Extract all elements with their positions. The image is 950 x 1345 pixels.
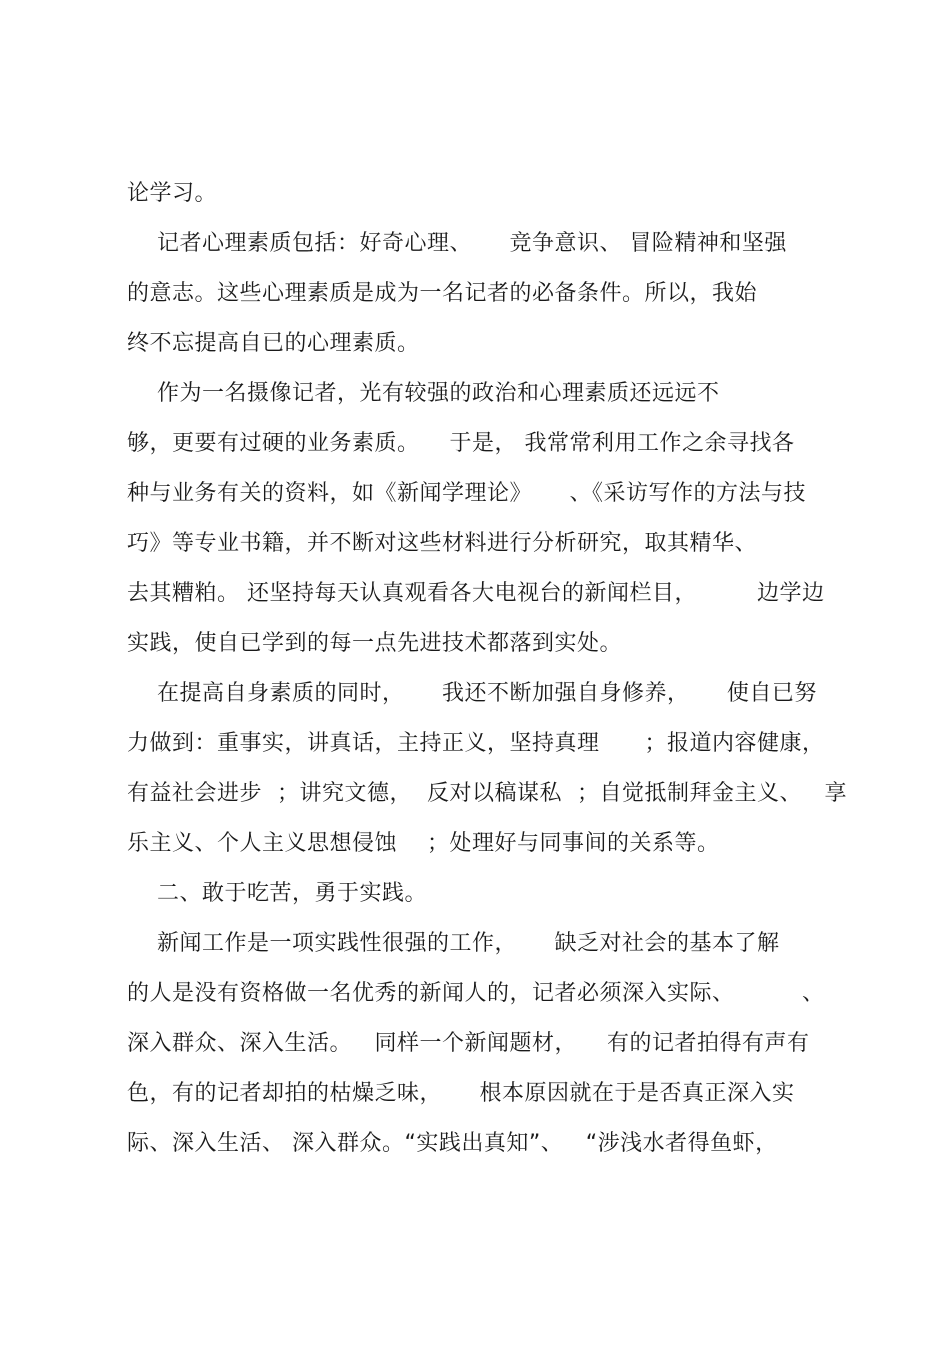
- text-line: 去其糟粕。 还坚持每天认真观看各大电视台的新闻栏目， 边学边: [127, 581, 825, 606]
- text-line: 色，有的记者却拍的枯燥乏味， 根本原因就在于是否真正深入实: [127, 1081, 795, 1106]
- text-line: 有益社会进步 ；讲究文德， 反对以稿谋私 ；自觉抵制拜金主义、 享: [127, 781, 847, 806]
- text-line: 作为一名摄像记者，光有较强的政治和心理素质还远远不: [127, 381, 720, 406]
- text-line: 在提高自身素质的同时， 我还不断加强自身修养， 使自已努: [127, 681, 817, 706]
- text-line: 论学习。: [127, 181, 218, 206]
- text-line: 际、深入生活、 深入群众。“实践出真知”、 “涉浅水者得鱼虾，: [127, 1131, 778, 1156]
- text-line: 新闻工作是一项实践性很强的工作， 缺乏对社会的基本了解: [127, 931, 780, 956]
- text-line: 巧》等专业书籍，并不断对这些材料进行分析研究，取其精华、: [127, 531, 758, 556]
- text-line: 终不忘提高自已的心理素质。: [127, 331, 420, 356]
- text-line: 的人是没有资格做一名优秀的新闻人的，记者必须深入实际、 、: [127, 981, 825, 1006]
- text-line: 记者心理素质包括：好奇心理、 竞争意识、 冒险精神和坚强: [127, 231, 787, 256]
- text-line: 乐主义、个人主义思想侵蚀 ；处理好与同事间的关系等。: [127, 831, 720, 856]
- text-line: 的意志。这些心理素质是成为一名记者的必备条件。所以，我始: [127, 281, 758, 306]
- text-line: 深入群众、深入生活。 同样一个新闻题材， 有的记者拍得有声有: [127, 1031, 810, 1056]
- text-line: 力做到：重事实，讲真话，主持正义，坚持真理 ；报道内容健康，: [127, 731, 825, 756]
- text-line: 种与业务有关的资料，如《新闻学理论》 、《采访写作的方法与技: [127, 481, 806, 506]
- text-line: 够，更要有过硬的业务素质。 于是， 我常常利用工作之余寻找各: [127, 431, 795, 456]
- text-line: 实践，使自已学到的每一点先进技术都落到实处。: [127, 631, 623, 656]
- text-line: 二、敢于吃苦，勇于实践。: [127, 881, 427, 906]
